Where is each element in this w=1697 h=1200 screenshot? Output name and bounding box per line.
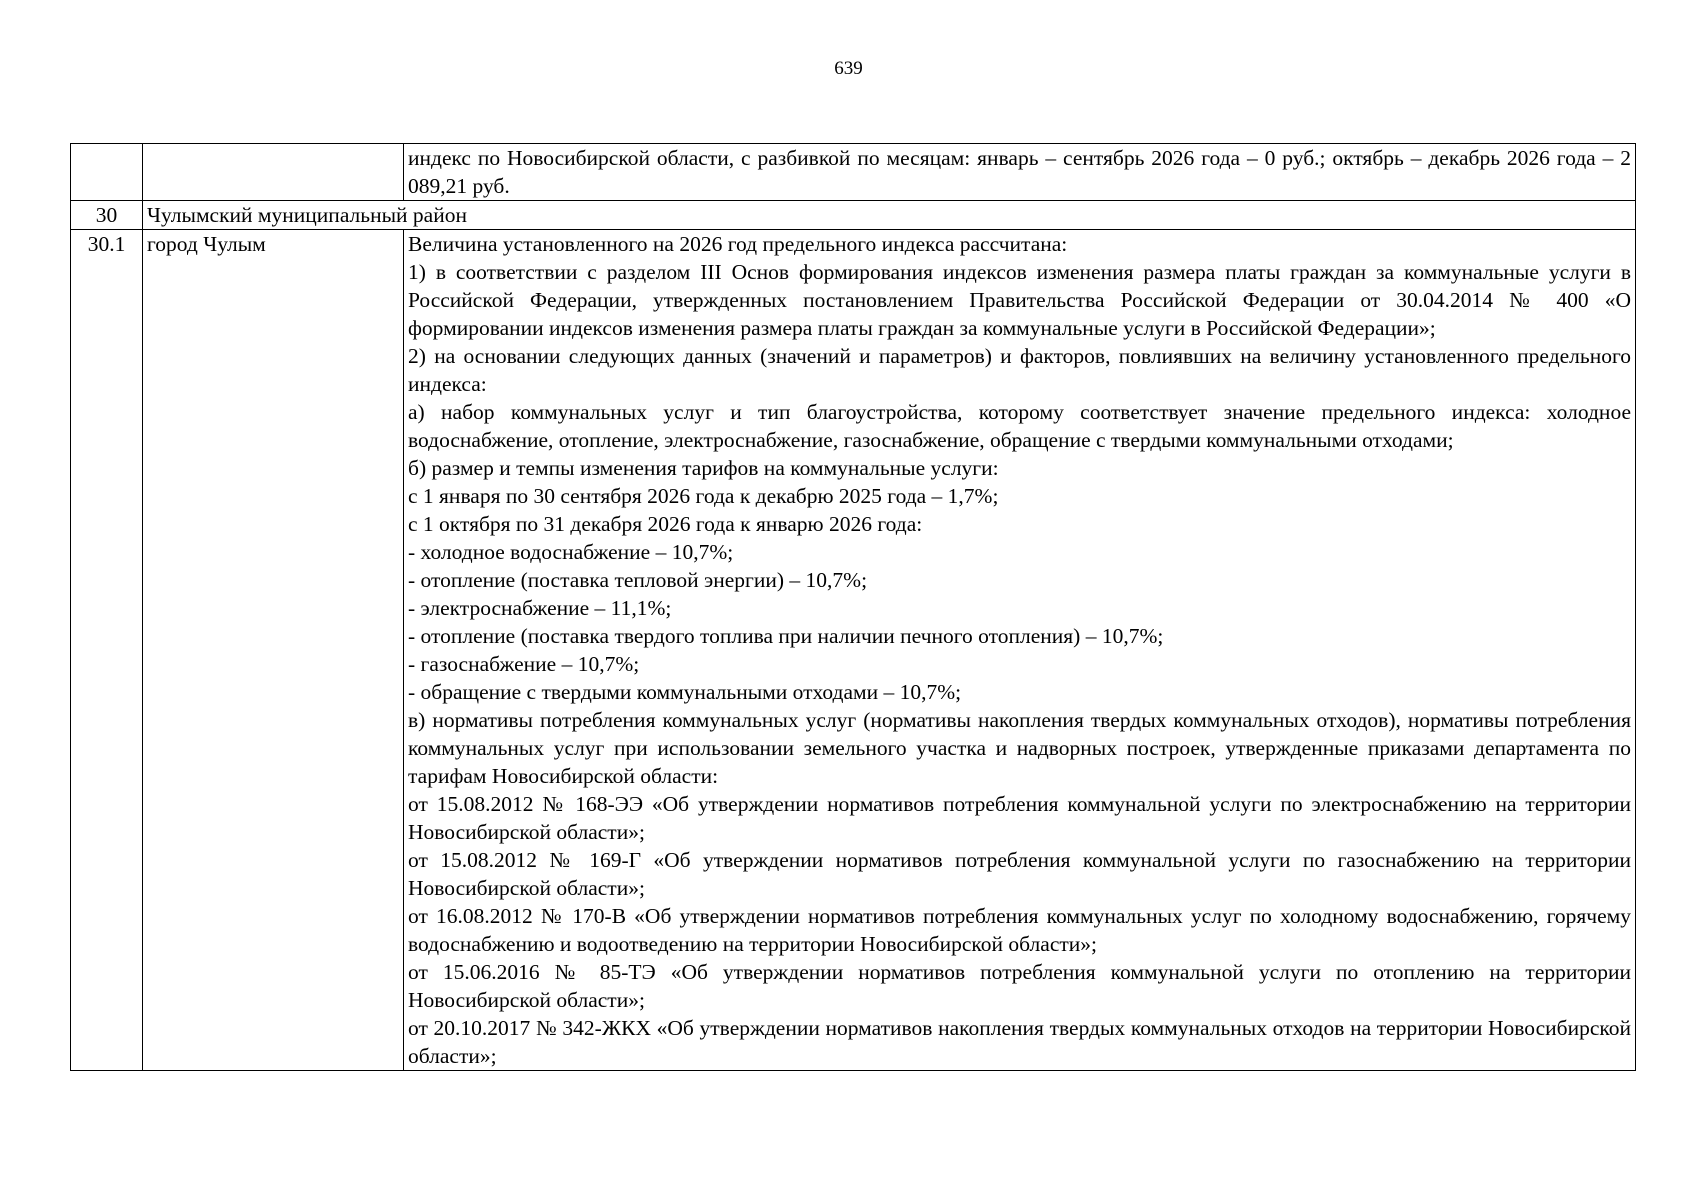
- row-number-cell: [71, 144, 143, 201]
- description-paragraph: - обращение с твердыми коммунальными отходами – 10,7%;: [408, 680, 962, 704]
- municipality-name-cell: город Чулым: [143, 230, 404, 1071]
- description-paragraph: от 16.08.2012 № 170-В «Об утверждении нормативов потребления коммунальных услуг по холодному водоснабжению, горячему водоснабжению и водоотведению на территории Новосибирской области»;: [408, 904, 1631, 956]
- description-paragraph: - отопление (поставка тепловой энергии) – 10,7%;: [408, 568, 868, 592]
- table-row: [71, 230, 1636, 1071]
- description-paragraph: - отопление (поставка твердого топлива при наличии печного отопления) – 10,7%;: [408, 624, 1164, 648]
- description-paragraph: от 15.06.2016 № 85-ТЭ «Об утверждении нормативов потребления коммунальной услуги по отоплению на территории Новосибирской области»;: [408, 960, 1631, 1012]
- description-paragraph: - электроснабжение – 11,1%;: [408, 596, 672, 620]
- description-paragraph: с 1 октября по 31 декабря 2026 года к январю 2026 года:: [408, 512, 923, 536]
- description-paragraph: 1) в соответствии с разделом III Основ формирования индексов изменения размера платы граждан за коммунальные услуги в Российской Федерации, утвержденных постановлением Правительства Российской Федерации от 30.04.2014 № 400 «О формировании индексов изменения размера платы граждан за коммунальные услуги в Российской Федерации»;: [408, 260, 1631, 340]
- table-row: [71, 144, 1636, 201]
- description-paragraph: индекс по Новосибирской области, с разбивкой по месяцам: январь – сентябрь 2026 года – 0 руб.; октябрь – декабрь 2026 года – 2 089,21 руб.: [408, 146, 1631, 198]
- description-cell: [404, 144, 1636, 201]
- row-number-cell: 30.1: [71, 230, 143, 1071]
- page-number: 639: [834, 58, 863, 79]
- description-paragraph: с 1 января по 30 сентября 2026 года к декабрю 2025 года – 1,7%;: [408, 484, 999, 508]
- table-row-district: [71, 201, 1636, 230]
- description-paragraph: от 15.08.2012 № 169-Г «Об утверждении нормативов потребления коммунальной услуги по газоснабжению на территории Новосибирской области»;: [408, 848, 1631, 900]
- description-paragraph: от 20.10.2017 № 342-ЖКХ «Об утверждении нормативов накопления твердых коммунальных отходов на территории Новосибирской области»;: [408, 1016, 1631, 1068]
- description-paragraph: - газоснабжение – 10,7%;: [408, 652, 640, 676]
- description-paragraph: Величина установленного на 2026 год предельного индекса рассчитана:: [408, 232, 1068, 256]
- description-paragraph: в) нормативы потребления коммунальных услуг (нормативы накопления твердых коммунальных отходов), нормативы потребления коммунальных услуг при использовании земельного участка и надворных построек, утвержденные приказами департамента по тарифам Новосибирской области:: [408, 708, 1631, 788]
- description-paragraph: - холодное водоснабжение – 10,7%;: [408, 540, 734, 564]
- description-cell: [404, 230, 1636, 1071]
- description-paragraph: а) набор коммунальных услуг и тип благоустройства, которому соответствует значение предельного индекса: холодное водоснабжение, отопление, электроснабжение, газоснабжение, обращение с твердыми коммунальными отходами;: [408, 400, 1631, 452]
- row-number-cell: 30: [71, 201, 143, 230]
- description-paragraph: 2) на основании следующих данных (значений и параметров) и факторов, повлиявших на величину установленного предельного индекса:: [408, 344, 1631, 396]
- description-paragraph: от 15.08.2012 № 168-ЭЭ «Об утверждении нормативов потребления коммунальной услуги по электроснабжению на территории Новосибирской области»;: [408, 792, 1631, 844]
- description-paragraph: б) размер и темпы изменения тарифов на коммунальные услуги:: [408, 456, 999, 480]
- index-table: [70, 143, 1636, 1071]
- district-title-cell: Чулымский муниципальный район: [143, 201, 1636, 230]
- municipality-name-cell: [143, 144, 404, 201]
